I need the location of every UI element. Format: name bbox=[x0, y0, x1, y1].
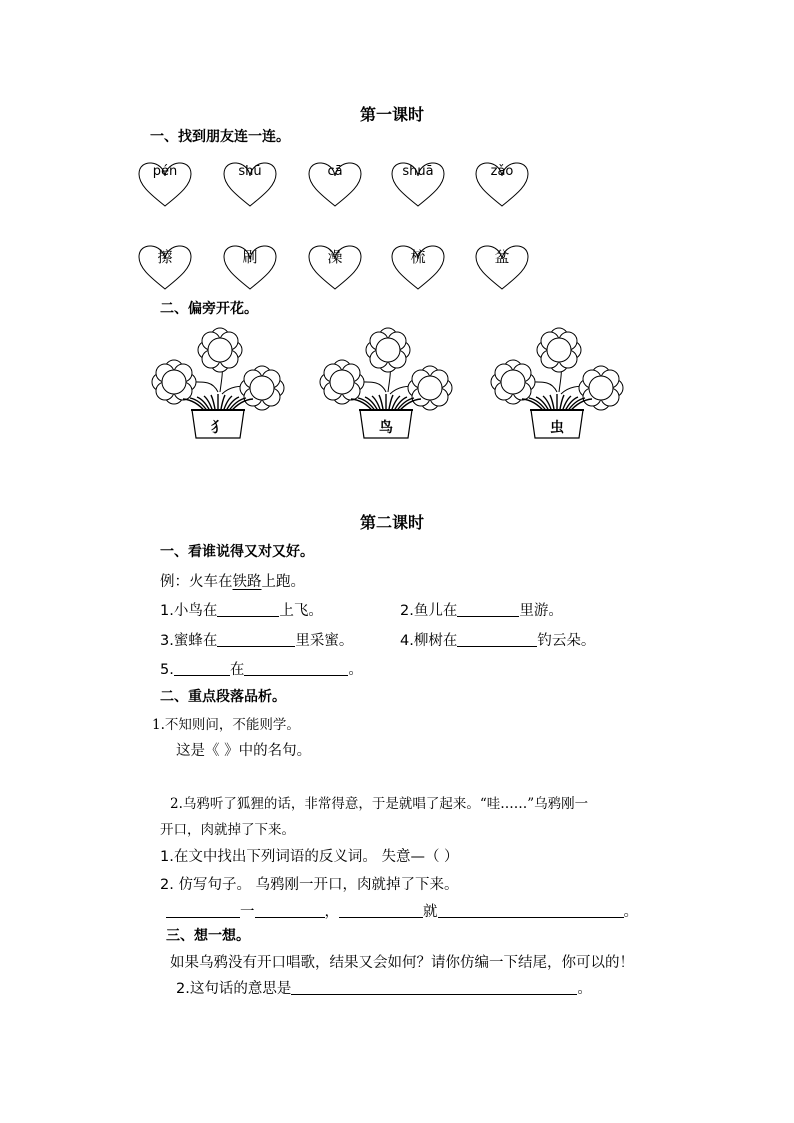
passage-2-question-1[interactable]: 1.在文中找出下列词语的反义词。 失意—（ ） bbox=[160, 849, 459, 865]
pinyin-text-5: zǎo bbox=[490, 164, 514, 179]
q3-meaning-end: 。 bbox=[577, 981, 592, 997]
sentence-1-end: 上飞。 bbox=[279, 603, 323, 619]
flower-1-3[interactable] bbox=[240, 366, 284, 410]
heart-matching-area bbox=[0, 0, 794, 300]
flower-1-1[interactable] bbox=[152, 360, 196, 404]
lesson2-q3-heading: 三、想一想。 bbox=[166, 928, 250, 944]
hanzi-heart-4[interactable] bbox=[392, 246, 444, 289]
imitate-blank-1[interactable] bbox=[166, 903, 240, 918]
lesson1-title: 第一课时 bbox=[360, 105, 425, 124]
flower-pot-1 bbox=[152, 328, 284, 438]
imitate-blank-4[interactable] bbox=[438, 903, 624, 918]
imitate-period: 。 bbox=[623, 904, 638, 920]
flower-pot-3 bbox=[491, 328, 623, 438]
sentence-2 bbox=[400, 599, 563, 620]
imitate-blank-3[interactable] bbox=[339, 903, 423, 918]
pinyin-heart-1[interactable] bbox=[139, 163, 191, 206]
lesson2-q1-heading: 一、看谁说得又对又好。 bbox=[160, 544, 314, 560]
lesson1-q1-heading: 一、找到朋友连一连。 bbox=[150, 129, 290, 145]
flower-2-3[interactable] bbox=[408, 366, 452, 410]
flower-3-1[interactable] bbox=[491, 360, 535, 404]
sentence-1 bbox=[160, 599, 323, 620]
imitate-blank-2[interactable] bbox=[255, 903, 325, 918]
hanzi-text-4: 梳 bbox=[410, 248, 426, 266]
flower-2-1[interactable] bbox=[320, 360, 364, 404]
flower-3-3[interactable] bbox=[579, 366, 623, 410]
flower-2-2[interactable] bbox=[366, 328, 410, 372]
sentence-3-end: 里采蜜。 bbox=[295, 633, 354, 649]
sentence-4-end: 钓云朵。 bbox=[537, 633, 596, 649]
passage-2-line-2: 开口，肉就掉了下来。 bbox=[160, 822, 295, 838]
pinyin-heart-2[interactable] bbox=[224, 163, 276, 206]
radical-label-3: 虫 bbox=[550, 420, 564, 436]
lesson2-q2-heading: 二、重点段落品析。 bbox=[160, 689, 286, 705]
sentence-2-end: 里游。 bbox=[519, 603, 563, 619]
imitate-jiu: 就 bbox=[423, 904, 438, 920]
pinyin-heart-3[interactable] bbox=[309, 163, 361, 206]
q3-meaning-row bbox=[176, 977, 592, 998]
sentence-3-start: 3.蜜蜂在 bbox=[160, 633, 218, 649]
sentence-1-blank[interactable] bbox=[217, 602, 279, 617]
sentence-2-blank[interactable] bbox=[457, 602, 519, 617]
q3-text: 如果乌鸦没有开口唱歌，结果又会如何？请你仿编一下结尾，你可以的！ bbox=[170, 955, 634, 971]
q3-meaning-blank[interactable] bbox=[291, 980, 577, 995]
sentence-4 bbox=[400, 629, 595, 650]
hanzi-heart-2[interactable] bbox=[224, 246, 276, 289]
sentence-5 bbox=[160, 658, 363, 679]
hanzi-heart-5[interactable] bbox=[476, 246, 528, 289]
pinyin-text-4: shuā bbox=[402, 164, 434, 179]
sentence-2-start: 2.鱼儿在 bbox=[400, 603, 458, 619]
pinyin-heart-4[interactable] bbox=[392, 163, 444, 206]
hanzi-text-5: 盆 bbox=[494, 248, 510, 266]
example-suffix: 上跑。 bbox=[261, 574, 305, 590]
passage-2-line-1: 2.乌鸦听了狐狸的话，非常得意，于是就唱了起来。“哇……”乌鸦刚一 bbox=[170, 796, 589, 812]
sentence-1-start: 1.小鸟在 bbox=[160, 603, 218, 619]
sentence-3 bbox=[160, 629, 353, 650]
passage-1-quote: 1.不知则问，不能则学。 bbox=[152, 717, 300, 733]
sentence-5-blank-1[interactable] bbox=[174, 661, 230, 676]
sentence-4-start: 4.柳树在 bbox=[400, 633, 458, 649]
flower-pots-area bbox=[0, 320, 794, 450]
sentence-5-end: 。 bbox=[348, 662, 363, 678]
sentence-5-mid: 在 bbox=[229, 662, 245, 678]
lesson1-q2-heading: 二、偏旁开花。 bbox=[160, 301, 258, 317]
sentence-5-start: 5. bbox=[160, 662, 174, 678]
sentence-3-blank[interactable] bbox=[217, 632, 295, 647]
pinyin-heart-5[interactable] bbox=[476, 163, 528, 206]
flower-pot-2 bbox=[320, 328, 452, 438]
imitate-sentence-row bbox=[166, 900, 638, 921]
flower-3-2[interactable] bbox=[537, 328, 581, 372]
pinyin-text-3: cā bbox=[327, 164, 343, 179]
hanzi-text-2: 刷 bbox=[242, 248, 258, 266]
hanzi-text-3: 澡 bbox=[327, 248, 343, 266]
hanzi-heart-3[interactable] bbox=[309, 246, 361, 289]
q3-meaning-label: 2.这句话的意思是 bbox=[176, 981, 292, 997]
radical-label-1: 犭 bbox=[211, 420, 225, 436]
example-sentence bbox=[160, 570, 305, 591]
pinyin-text-1: pén bbox=[152, 164, 178, 179]
pinyin-text-2: shū bbox=[238, 164, 262, 179]
sentence-4-blank[interactable] bbox=[457, 632, 537, 647]
example-prefix: 例：火车在 bbox=[160, 574, 233, 590]
hanzi-text-1: 擦 bbox=[157, 248, 173, 266]
passage-1-question[interactable]: 这是《 》中的名句。 bbox=[176, 743, 312, 759]
radical-label-2: 鸟 bbox=[379, 420, 393, 436]
imitate-yi: 一 bbox=[240, 904, 255, 920]
imitate-comma: ， bbox=[324, 904, 339, 920]
passage-2-question-2: 2. 仿写句子。 乌鸦刚一开口，肉就掉了下来。 bbox=[160, 877, 459, 893]
hanzi-heart-1[interactable] bbox=[139, 246, 191, 289]
sentence-5-blank-2[interactable] bbox=[244, 661, 348, 676]
example-underlined-word: 铁路 bbox=[232, 574, 262, 590]
flower-1-2[interactable] bbox=[198, 328, 242, 372]
lesson2-title: 第二课时 bbox=[360, 513, 425, 532]
